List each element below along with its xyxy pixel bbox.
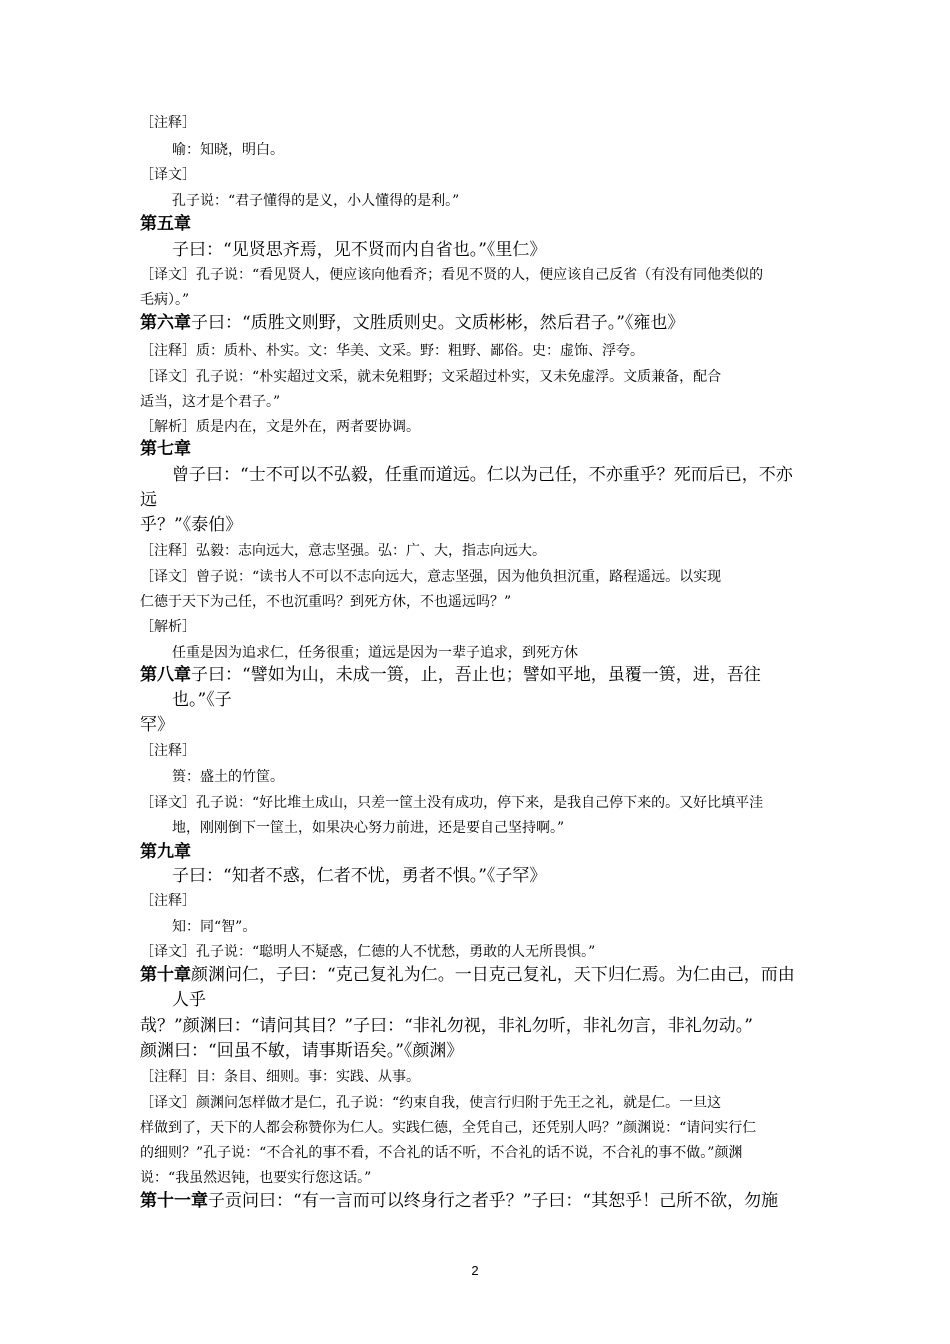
original-text: 颜渊曰：“回虽不敏，请事斯语矣。”《颜渊》 xyxy=(140,1041,464,1061)
translation-label: ［译文］ xyxy=(140,167,196,183)
original-text: 子曰：“质胜文则野，文胜质则史。文质彬彬，然后君子。”《雍也》 xyxy=(191,313,685,333)
original-text: 子贡问曰：“有一言而可以终身行之者乎？”子曰：“其恕乎！己所不欲，勿施 xyxy=(208,1191,779,1211)
translation-text: 样做到了，天下的人都会称赞你为仁人。实践仁德，全凭自己，还凭别人吗？”颜渊说：“请问实行仁 xyxy=(140,1120,757,1136)
note-label: ［注释］ xyxy=(140,743,196,759)
original-text: 远 xyxy=(140,490,157,510)
original-text: 颜渊问仁，子曰：“克己复礼为仁。一日克己复礼，天下归仁焉。为仁由己，而由 xyxy=(191,965,795,985)
translation-text: 适当，这才是个君子。” xyxy=(140,394,281,410)
chapter-line xyxy=(140,967,795,984)
analysis-label: ［解析］ xyxy=(140,619,196,635)
original-text: 哉？”颜渊曰：“请问其目？”子曰：“非礼勿视，非礼勿听，非礼勿言，非礼勿动。” xyxy=(140,1016,753,1036)
chapter-heading: 第六章 xyxy=(140,313,191,333)
chapter-heading: 第十章 xyxy=(140,965,191,985)
chapter-heading: 第七章 xyxy=(140,439,191,459)
original-text: 子曰：“知者不惑，仁者不忧，勇者不惧。”《子罕》 xyxy=(172,866,547,886)
chapter-line xyxy=(140,667,761,684)
translation-text: 地，刚刚倒下一筐土，如果决心努力前进，还是要自己坚持啊。” xyxy=(172,820,565,836)
translation-text: 说：“我虽然迟钝，也要实行您这话。” xyxy=(140,1170,372,1186)
original-text: 子曰：“譬如为山，未成一篑，止，吾止也；譬如平地，虽覆一篑，进，吾往 xyxy=(191,665,761,685)
analysis-text: ［解析］质是内在，文是外在，两者要协调。 xyxy=(140,419,420,435)
note-label: ［注释］ xyxy=(140,893,196,909)
chapter-heading: 第九章 xyxy=(140,842,191,862)
note-text: ［注释］目：条目、细则。事：实践、从事。 xyxy=(140,1069,420,1085)
original-text: 人乎 xyxy=(172,990,206,1010)
translation-text: 仁德于天下为己任，不也沉重吗？到死方休，不也遥远吗？” xyxy=(140,594,512,610)
original-text: 乎？”《泰伯》 xyxy=(140,515,243,535)
chapter-line xyxy=(140,1193,778,1210)
note-text: 知：同“智”。 xyxy=(172,919,257,935)
translation-text: 的细则？”孔子说：“不合礼的事不看，不合礼的话不听，不合礼的话不说，不合礼的事不做。”颜渊 xyxy=(140,1145,743,1161)
translation-text: ［译文］孔子说：“朴实超过文采，就未免粗野；文采超过朴实，又未免虚浮。文质兼备，配合 xyxy=(140,369,722,385)
note-text: 篑：盛土的竹筐。 xyxy=(172,769,284,785)
chapter-line xyxy=(140,315,684,332)
original-text: 罕》 xyxy=(140,715,174,735)
note-text: ［注释］质：质朴、朴实。文：华美、文采。野：粗野、鄙俗。史：虚饰、浮夸。 xyxy=(140,343,644,359)
original-text: 子曰：“见贤思齐焉，见不贤而内自省也。”《里仁》 xyxy=(172,240,547,260)
note-text: ［注释］弘毅：志向远大，意志坚强。弘：广、大，指志向远大。 xyxy=(140,543,546,559)
translation-text: ［译文］孔子说：“聪明人不疑惑，仁德的人不忧愁，勇敢的人无所畏惧。” xyxy=(140,944,596,960)
note-label: ［注释］ xyxy=(140,115,196,131)
chapter-heading: 第八章 xyxy=(140,665,191,685)
page-number: 2 xyxy=(471,1263,479,1278)
note-text: 喻：知晓，明白。 xyxy=(172,142,284,158)
original-text: 也。”《子 xyxy=(172,690,232,710)
translation-text: 毛病）。” xyxy=(140,292,190,308)
analysis-text: 任重是因为追求仁，任务很重；道远是因为一辈子追求，到死方休 xyxy=(172,645,578,661)
chapter-heading: 第十一章 xyxy=(140,1191,208,1211)
chapter-heading: 第五章 xyxy=(140,214,191,234)
translation-text: ［译文］孔子说：“好比堆土成山，只差一筐土没有成功，停下来，是我自己停下来的。又好比填平洼 xyxy=(140,795,764,811)
translation-text: ［译文］颜渊问怎样做才是仁，孔子说：“约束自我，使言行归附于先王之礼，就是仁。一旦这 xyxy=(140,1095,722,1111)
translation-text: ［译文］孔子说：“看见贤人，便应该向他看齐；看见不贤的人，便应该自己反省（有没有同他类似的 xyxy=(140,267,764,283)
original-text: 曾子曰：“士不可以不弘毅，任重而道远。仁以为己任，不亦重乎？死而后已，不亦 xyxy=(172,465,793,485)
translation-text: 孔子说：“君子懂得的是义，小人懂得的是利。” xyxy=(172,193,460,209)
translation-text: ［译文］曾子说：“读书人不可以不志向远大，意志坚强，因为他负担沉重，路程遥远。以实现 xyxy=(140,569,722,585)
